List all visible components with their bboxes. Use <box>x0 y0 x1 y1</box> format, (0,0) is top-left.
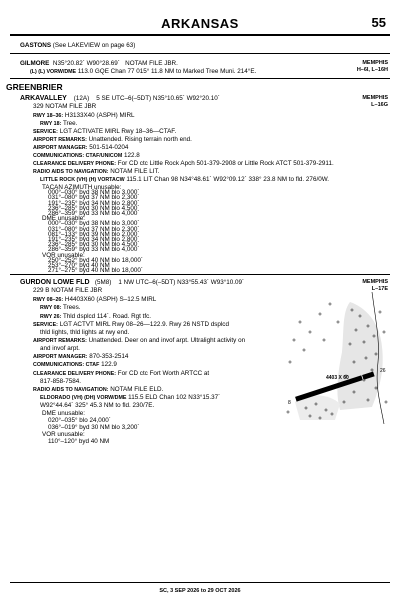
unusable-range: 253°–270° byd 40 NM <box>48 262 110 269</box>
value: Trees. <box>62 304 81 311</box>
unusable-range: 031°–080° byd 37 NM blo 2,300´ <box>48 225 140 233</box>
nav-label: (L) (L) VORW/DME <box>30 69 77 75</box>
label: CLEARANCE DELIVERY PHONE: <box>33 371 116 377</box>
unusable-range: 191°–235° byd 34 NM blo 2,800´ <box>48 199 140 207</box>
value: H4403X60 (ASPH) S–12.5 MIRL <box>64 296 157 303</box>
value: 122.9 <box>101 361 117 368</box>
notam-file: NOTAM FILE JBR. <box>125 60 178 67</box>
coords: N35°20.82´ W90°28.69´ <box>52 60 120 67</box>
label: LITTLE ROCK (VH) (H) VORTACW <box>40 177 125 183</box>
label: COMMUNICATIONS: CTAF <box>33 362 100 368</box>
label: RWY 08–26: <box>33 297 64 303</box>
unusable-range: 031°–080° byd 37 NM blo 2,300´ <box>48 194 140 202</box>
airport-ident: (5M8) <box>94 279 112 286</box>
value: LGT ACTIVATE MIRL Rwy 18–36—CTAF. <box>59 128 177 135</box>
label: COMMUNICATIONS: CTAF/UNICOM <box>33 153 123 159</box>
service-cont: thld lights, thld lights at rwy end. <box>40 329 130 336</box>
divider <box>10 274 390 275</box>
city-title: GREENBRIER <box>6 82 63 92</box>
chart-name: MEMPHIS <box>362 95 388 101</box>
state-title: ARKANSAS <box>161 16 239 31</box>
unusable-range: 286°–359° byd 33 NM blo 4,000´ <box>48 246 140 254</box>
runway-end-label: 26 <box>380 368 386 374</box>
value: LGT ACTVT MIRL Rwy 08–26—122.9. Rwy 26 NSTD dsplcd <box>59 321 229 328</box>
unusable-range: 020°–035° blo 24,000´ <box>48 417 111 424</box>
remarks-cont: and invof arpt. <box>40 345 80 352</box>
label: AIRPORT REMARKS: <box>33 137 87 143</box>
unusable-heading: DME unusable: <box>42 410 86 417</box>
gilmore-nav <box>30 68 256 77</box>
airport-name: GASTONS <box>20 42 52 49</box>
value: Unattended. Deer on and invof arpt. Ultralight activity on <box>88 337 246 344</box>
footer-rule <box>10 582 390 583</box>
comm-line <box>33 361 117 370</box>
airport-location: 5 SE UTC–6(–5DT) N35°10.65´ W92°20.10´ <box>96 95 220 102</box>
unusable-range: 081°–133° byd 39 NM blo 2,000´ <box>48 230 140 238</box>
divider <box>10 53 390 54</box>
value: NOTAM FILE LIT. <box>110 168 160 175</box>
chart-ref: H–6I, L–16H <box>356 67 388 73</box>
runway-dimension-label: 4403 X 60 <box>326 375 349 381</box>
page-number: 55 <box>371 15 386 30</box>
gastons-entry <box>20 42 135 50</box>
effective-dates: SC, 3 SEP 2026 to 29 OCT 2026 <box>159 588 241 594</box>
value: 501-514-0204 <box>89 144 129 151</box>
gurdon-chart <box>362 279 388 293</box>
airport-name: GILMORE <box>20 60 50 67</box>
chart-name: MEMPHIS <box>362 279 388 285</box>
label: RWY 18–36: <box>33 113 64 119</box>
chart-ref: L–17E <box>371 286 388 292</box>
label: RWY 08: <box>40 305 62 311</box>
unusable-range: 271°–275° byd 40 NM blo 18,000´ <box>48 267 144 275</box>
airport-diagram <box>280 292 392 424</box>
airport-notam: 329 NOTAM FILE JBR <box>33 103 97 110</box>
chart-name: MEMPHIS <box>362 60 388 66</box>
unusable-heading: VOR unusable: <box>42 251 85 259</box>
unusable-range: 191°–235° byd 34 NM blo 2,800´ <box>48 236 140 243</box>
unusable-range: 036°–019° byd 30 NM blo 3,200´ <box>48 424 140 431</box>
unusable-range: 250°–252° byd 40 NM blo 18,000´ <box>48 256 144 264</box>
value: For CD ctc Fort Worth ARTCC at <box>117 370 210 377</box>
label: CLEARANCE DELIVERY PHONE: <box>33 161 116 167</box>
value: 870-353-2514 <box>89 353 129 360</box>
airport-name: ARKAVALLEY <box>20 95 67 102</box>
unusable-heading: TACAN AZIMUTH unusable: <box>42 184 122 191</box>
label: AIRPORT MANAGER: <box>33 354 88 360</box>
cross-reference: (See LAKEVIEW on page 63) <box>52 42 136 49</box>
label: RADIO AIDS TO NAVIGATION: <box>33 387 109 393</box>
page-header <box>0 0 400 32</box>
label: ELDORADO (VH) (DH) VORW/DME <box>40 395 127 401</box>
divider <box>10 78 390 79</box>
unusable-heading: DME unusable: <box>42 215 86 223</box>
airport-name: GURDON LOWE FLD <box>20 279 90 286</box>
chart-ref: L–16G <box>371 102 388 108</box>
value: NOTAM FILE ELD. <box>110 386 164 393</box>
runway-end-label: 8 <box>288 400 291 406</box>
vor-cont: W92°44.64´ 325° 45.3 NM to fld. 230/7E. <box>40 402 155 409</box>
value: For CD ctc Little Rock Apch 501-379-2908 or Little Rock ATCT 501-379-2911. <box>117 160 334 167</box>
value: Unattended. Rising terrain north end. <box>88 136 192 143</box>
value: 115.1 LIT Chan 98 N34°48.61´ W92°09.12´ 338° 23.8 NM to fld. 276/0W. <box>126 176 330 183</box>
value: Tree. <box>62 120 78 127</box>
value: 122.8 <box>124 152 140 159</box>
airport-ident: (12A) <box>73 95 90 102</box>
header-rule <box>10 34 390 36</box>
clearance-cont: 817-858-7584. <box>40 378 81 385</box>
label: RWY 26: <box>40 314 62 320</box>
unusable-range: 000°–030° byd 38 NM blo 3,000´ <box>48 189 140 197</box>
arkavalley-chart <box>362 95 388 109</box>
nav-detail: 113.0 GQE Chan 77 015° 11.8 NM to Marked Tree Muni. 214°E. <box>77 68 257 75</box>
gurdon-header <box>20 279 244 287</box>
unusable-range: 236°–285° byd 30 NM blo 4,500´ <box>48 241 140 249</box>
value: H3133X40 (ASPH) MIRL <box>64 112 135 119</box>
value: 115.5 ELD Chan 102 N33°15.37´ <box>128 394 221 401</box>
unusable-heading: VOR unusable: <box>42 431 85 438</box>
gilmore-chart <box>357 60 388 74</box>
label: AIRPORT REMARKS: <box>33 338 87 344</box>
airport-notam: 229 B NOTAM FILE JBR <box>33 287 103 294</box>
label: AIRPORT MANAGER: <box>33 145 88 151</box>
runway-end-line <box>40 304 81 313</box>
value: Thld dsplcd 114´. Road. Rgt tfc. <box>62 313 152 320</box>
unusable-range: 110°–120° byd 40 NM <box>48 438 110 445</box>
unusable-range: 236°–285° byd 30 NM blo 4,500´ <box>48 204 140 212</box>
gilmore-entry <box>20 60 178 68</box>
label: RADIO AIDS TO NAVIGATION: <box>33 169 109 175</box>
airport-location: 1 NW UTC–6(–5DT) N33°55.43´ W93°10.09´ <box>118 279 245 286</box>
unusable-range: 286°–359° byd 33 NM blo 4,000´ <box>48 210 140 217</box>
label: RWY 18: <box>40 121 62 127</box>
label: SERVICE: <box>33 129 58 135</box>
arkavalley-header <box>20 95 220 103</box>
label: SERVICE: <box>33 322 58 328</box>
unusable-range: 000°–030° byd 38 NM blo 3,000´ <box>48 220 140 228</box>
